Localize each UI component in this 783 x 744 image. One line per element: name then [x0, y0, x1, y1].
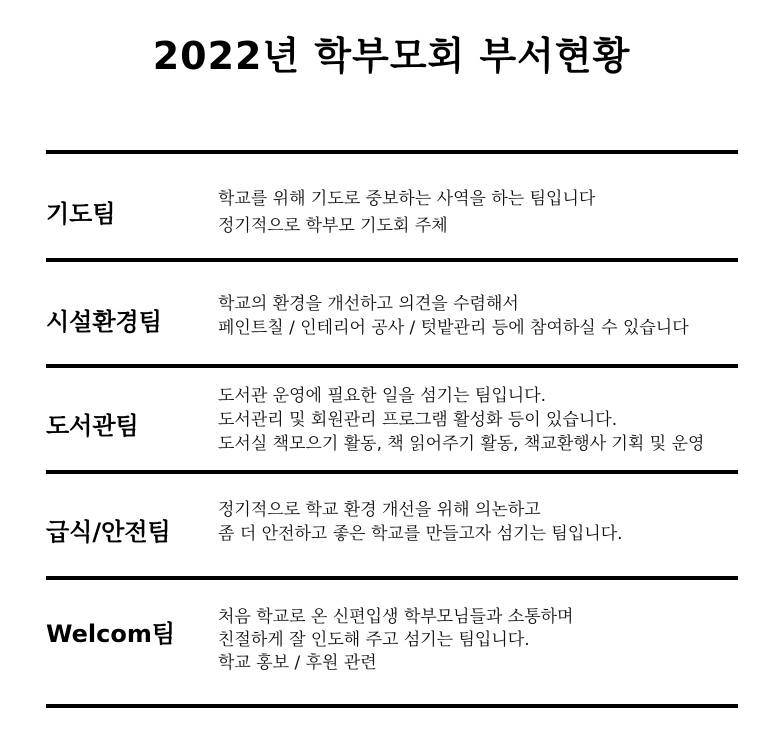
description-line: 처음 학교로 온 신편입생 학부모님들과 소통하며: [218, 607, 574, 627]
description-line: 정기적으로 학교 환경 개선을 위해 의논하고: [218, 500, 541, 520]
description-line: 학교 홍보 / 후원 관련: [218, 653, 377, 673]
team-name: 기도팀: [46, 200, 116, 228]
divider: [46, 704, 738, 708]
team-row-welcome: [46, 580, 738, 704]
team-name: 도서관팀: [46, 412, 139, 440]
description-line: 학교를 위해 기도로 중보하는 사역을 하는 팀입니다: [218, 189, 596, 209]
department-table: [46, 150, 738, 708]
team-description: [218, 498, 623, 546]
team-name: Welcom팀: [46, 620, 176, 648]
team-description: [218, 292, 689, 340]
team-name: 급식/안전팀: [46, 518, 171, 546]
team-row-facilities: [46, 262, 738, 364]
description-line: 친절하게 잘 인도해 주고 섬기는 팀입니다.: [218, 630, 530, 650]
description-line: 정기적으로 학부모 기도회 주체: [218, 216, 448, 236]
description-line: 도서관 운영에 필요한 일을 섬기는 팀입니다.: [218, 386, 547, 406]
description-line: 좀 더 안전하고 좋은 학교를 만들고자 섬기는 팀입니다.: [218, 524, 623, 544]
team-row-prayer: [46, 154, 738, 258]
page-title: 2022년 학부모회 부서현황: [152, 34, 631, 78]
description-line: 도서실 책모으기 활동, 책 읽어주기 활동, 책교환행사 기획 및 운영: [218, 434, 705, 454]
description-line: 도서관리 및 회원관리 프로그램 활성화 등이 있습니다.: [218, 410, 618, 430]
team-row-library: [46, 368, 738, 470]
description-line: 페인트칠 / 인테리어 공사 / 텃밭관리 등에 참여하실 수 있습니다: [218, 318, 689, 338]
team-description: [218, 186, 595, 240]
team-row-meals-safety: [46, 474, 738, 576]
description-line: 학교의 환경을 개선하고 의견을 수렴해서: [218, 294, 519, 314]
team-name: 시설환경팀: [46, 308, 162, 336]
team-description: [218, 606, 573, 675]
team-description: [218, 384, 704, 456]
